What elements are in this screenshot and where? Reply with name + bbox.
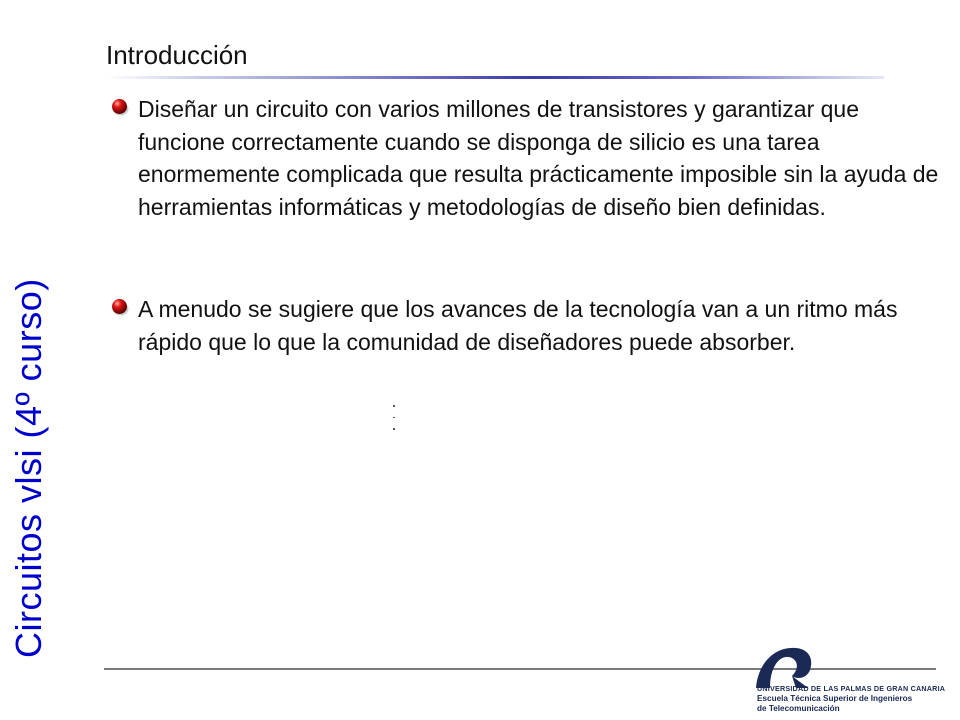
- logo-school-name: Escuela Técnica Superior de Ingenieros: [757, 694, 913, 703]
- decorative-dots: [393, 405, 397, 435]
- bullet-sphere-icon: [110, 297, 130, 317]
- bullet-item: [110, 293, 940, 358]
- bullet-sphere-icon: [110, 97, 130, 117]
- heading-underline: [106, 76, 884, 79]
- slide-heading: Introducción: [106, 40, 248, 70]
- logo-university-name: UNIVERSIDAD DE LAS PALMAS DE GRAN CANARIA: [757, 684, 946, 693]
- bullet-text: Diseñar un circuito con varios millones de transistores y garantizar que funcione correctamente cuando se disponga de silicio es una tarea enormemente complicada que resulta prácticamente imposible sin la ayuda de herramientas informáticas y metodologías de diseño bien definidas.: [138, 96, 939, 220]
- bullet-text: A menudo se sugiere que los avances de la tecnología van a un ritmo más rápido que lo que la comunidad de diseñadores puede absorber.: [138, 296, 898, 355]
- bullet-item: [110, 93, 940, 223]
- course-title: Circuitos vlsi (4º curso): [8, 278, 49, 658]
- university-logo: [752, 640, 946, 720]
- logo-school-name-cont: de Telecomunicación: [757, 704, 840, 713]
